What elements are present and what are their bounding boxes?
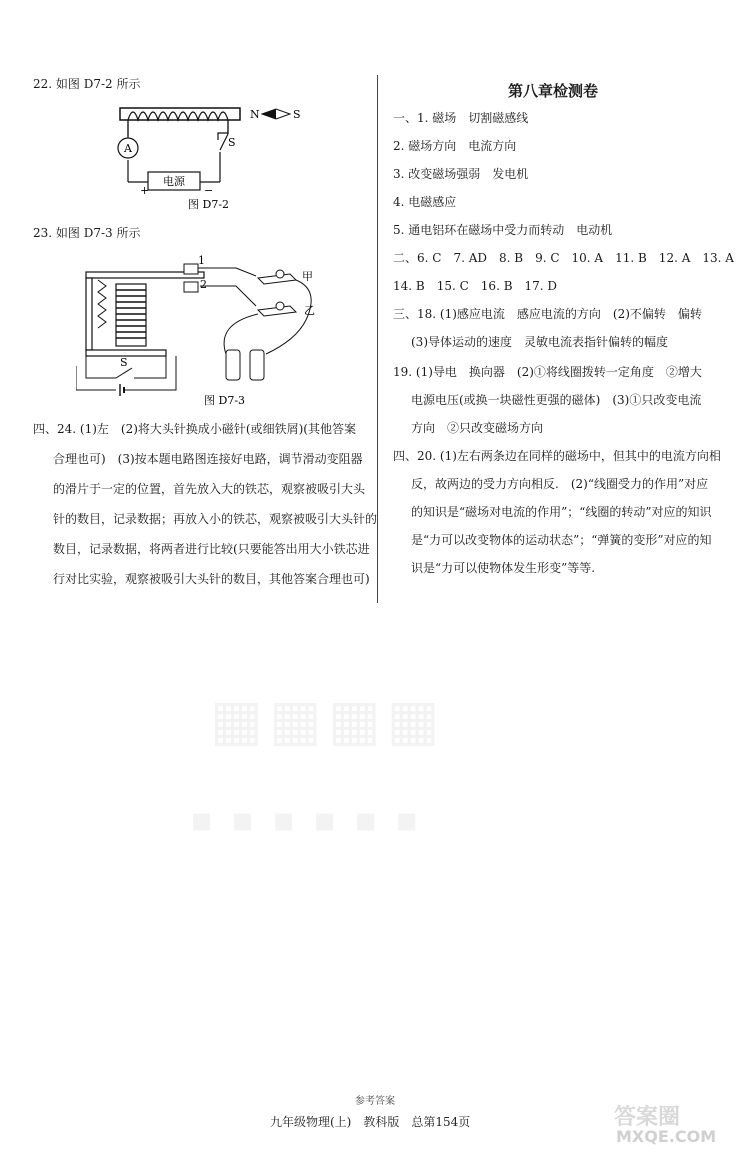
logo-url: MXQE.COM	[616, 1127, 717, 1146]
answer-line: 一、1. 磁场 切割磁感线	[393, 111, 529, 125]
answer-line: 的知识是“磁场对电流的作用”；“线圈的转动”对应的知识	[411, 505, 712, 519]
figure-d7-2	[100, 98, 310, 213]
north-label: N	[250, 108, 260, 121]
figure-caption-d7-2: 图 D7-2	[188, 198, 230, 211]
answer-line: 电源电压(或换一块磁性更强的磁体) (3)①只改变电流	[411, 393, 702, 407]
battery-1	[226, 350, 240, 380]
answer-line: 方向 ②只改变磁场方向	[411, 421, 544, 435]
switch-s-label: S	[120, 356, 128, 369]
answer-line: 4. 电磁感应	[393, 195, 457, 209]
footer-section-label: 参考答案	[355, 1096, 395, 1107]
answer-24-line: 四、24. (1)左 (2)将大头针换成小磁针(或细铁屑)(其他答案	[33, 422, 356, 436]
question-23: 23. 如图 D7-3 所示	[33, 226, 141, 240]
answer-line: 是“力可以改变物体的运动状态”；“弹簧的变形”对应的知	[411, 533, 712, 547]
answer-line: 识是“力可以使物体发生形变”等等.	[411, 561, 596, 575]
chapter-title: 第八章检测卷	[508, 82, 599, 100]
switch-label: S	[228, 136, 236, 149]
answer-line: 四、20. (1)左右两条边在同样的磁场中，但其中的电流方向相	[393, 449, 721, 463]
background-watermark: ▦▦▦▦	[210, 688, 446, 753]
answer-line: 14. B 15. C 16. B 17. D	[393, 279, 558, 293]
answer-line: (3)导体运动的速度 灵敏电流表指针偏转的幅度	[411, 335, 668, 349]
logo-text: 答案圈	[614, 1105, 681, 1130]
minus-label: −	[204, 184, 214, 197]
answer-line: 5. 通电铝环在磁场中受力而转动 电动机	[393, 223, 613, 237]
answer-line: 反，故两边的受力方向相反. (2)“线圈受力的作用”对应	[411, 477, 709, 491]
answer-24-line: 的滑片于一定的位置，首先放入大的铁芯，观察被吸引大头	[53, 482, 366, 496]
contact-1-label: 1	[198, 254, 205, 267]
power-label: 电源	[163, 175, 185, 188]
switch	[220, 134, 228, 150]
answer-line: 3. 改变磁场强弱 发电机	[393, 167, 529, 181]
south-label: S	[293, 108, 301, 121]
answer-24-line: 针的数目，记录数据；再放入小的铁芯，观察被吸引大头针的	[53, 512, 378, 526]
answer-24-line: 数目，记录数据，将两者进行比较(只要能答出用大小铁芯进	[53, 542, 370, 556]
background-watermark-sub: ▪▪▪▪▪▪	[190, 800, 437, 840]
site-logo	[606, 1100, 736, 1146]
column-divider	[377, 75, 378, 603]
answer-24-line: 合理也可) (3)按本题电路图连接好电路，调节滑动变阻器	[53, 452, 363, 466]
answer-24-line: 行对比实验，观察被吸引大头针的数目，其他答案合理也可)	[53, 572, 370, 586]
answer-line: 19. (1)导电 换向器 (2)①将线圈拨转一定角度 ②增大	[393, 365, 702, 379]
question-22: 22. 如图 D7-2 所示	[33, 77, 141, 91]
footer-page-info: 九年级物理(上) 教科版 总第154页	[270, 1115, 471, 1129]
answer-line: 二、6. C 7. AD 8. B 9. C 10. A 11. B 12. A 13. A	[393, 251, 734, 265]
figure-caption-d7-3: 图 D7-3	[204, 394, 246, 407]
answer-line: 三、18. (1)感应电流 感应电流的方向 (2)不偏转 偏转	[393, 307, 702, 321]
lamp-jia-label: 甲	[302, 270, 313, 283]
lamp-yi-label: 乙	[304, 304, 315, 317]
battery-2	[250, 350, 264, 380]
switch-s	[116, 368, 132, 378]
contact-2-label: 2	[200, 278, 207, 291]
figure-d7-3	[76, 250, 336, 410]
electromagnet	[116, 284, 146, 346]
answer-line: 2. 磁场方向 电流方向	[393, 139, 517, 153]
plus-label: +	[140, 184, 150, 197]
ammeter-label: A	[124, 142, 132, 155]
